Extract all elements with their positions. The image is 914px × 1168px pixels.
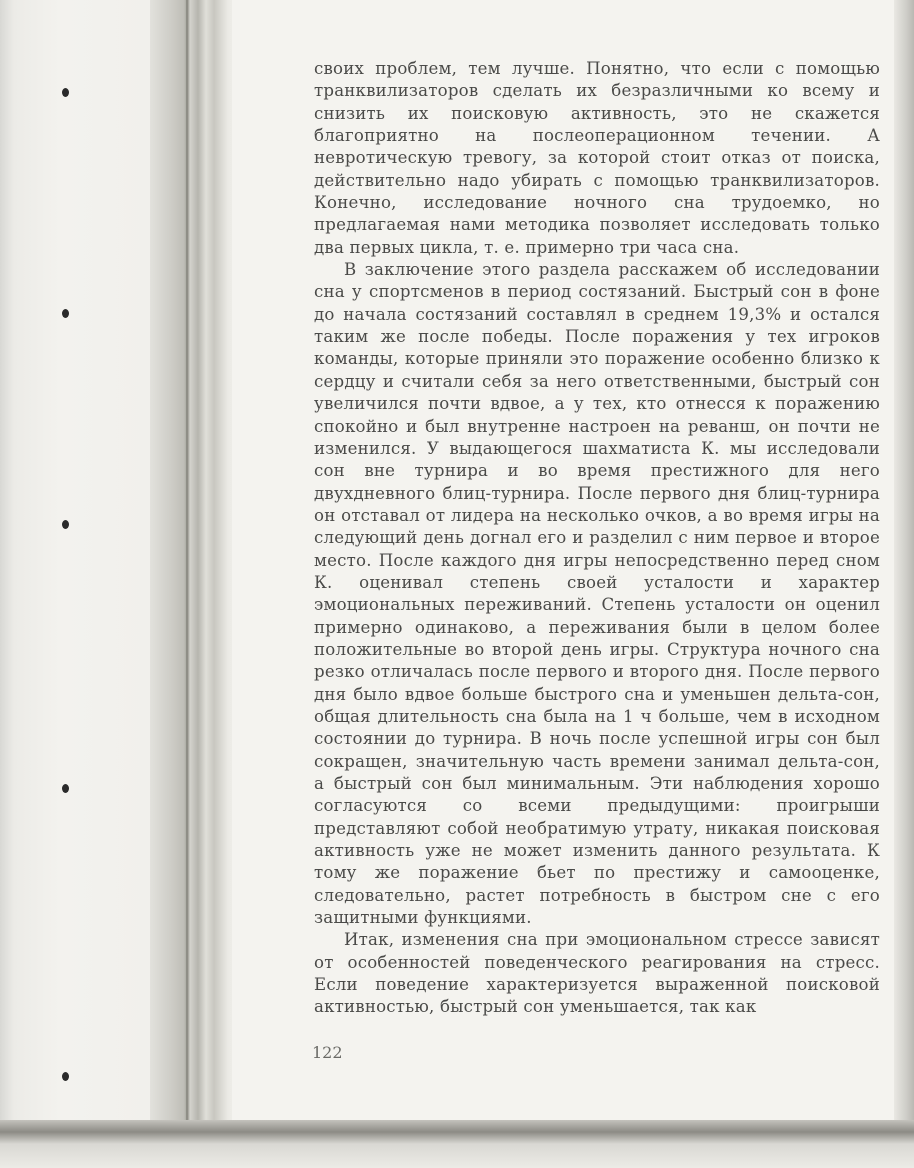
paragraph-summary: Итак, изменения сна при эмоциональном стрессе зависят от особенностей поведенческого реагирования на стресс. Если поведение характеризуется выраженной поисковой активностью, быстрый сон уменьшается, так как xyxy=(314,930,880,1017)
page-number: 122 xyxy=(312,1043,343,1062)
body-text xyxy=(314,58,880,1019)
punch-hole xyxy=(62,520,69,529)
paragraph-continued: своих проблем, тем лучше. Понятно, что если с помощью транквилизаторов сделать их безразличными ко всему и снизить их поисковую активность, это не скажется благоприятно на послеоперационном течении. А невротическую тревогу, за которой стоит отказ от поиска, действительно надо убирать с помощью транквилизаторов. Конечно, исследование ночного сна трудоемко, но предлагаемая нами методика позволяет исследовать только два первых цикла, т. е. примерно три часа сна. xyxy=(314,59,880,257)
punch-hole xyxy=(62,88,69,97)
right-edge-shadow xyxy=(894,0,914,1168)
punch-hole xyxy=(62,784,69,793)
punch-hole xyxy=(62,309,69,318)
paragraph-athletes-sleep: В заключение этого раздела расскажем об исследовании сна у спортсменов в период состязаний. Быстрый сон в фоне до начала состязаний составлял в среднем 19,3% и остался таким же после победы. После поражения у тех игроков команды, которые приняли это поражение особенно близко к сердцу и считали себя за него ответственными, быстрый сон увеличился почти вдвое, а у тех, кто отнесся к поражению спокойно и был внутренне настроен на реванш, он почти не изменился. У выдающегося шахматиста К. мы исследовали сон вне турнира и во время престижного для него двухдневного блиц-турнира. После первого дня блиц-турнира он отставал от лидера на несколько очков, а во время игры на следующий день догнал его и разделил с ним первое и второе место. После каждого дня игры непосредственно перед сном К. оценивал степень своей усталости и характер эмоциональных переживаний. Степень усталости он оценил примерно одинаково, а переживания были в целом более положительные во второй день игры. Структура ночного сна резко отличалась после первого и второго дня. После первого дня было вдвое больше быстрого сна и уменьшен дельта-сон, общая длительность сна была на 1 ч больше, чем в исходном состоянии до турнира. В ночь после успешной игры сон был сокращен, значительную часть времени занимал дельта-сон, а быстрый сон был минимальным. Эти наблюдения хорошо согласуются со всеми предыдущими: проигрыши представляют собой необратимую утрату, никакая поисковая активность уже не может изменить данного результата. К тому же поражение бьет по престижу и самооценке, следовательно, растет потребность в быстром сне с его защитными функциями. xyxy=(314,260,880,928)
punch-hole xyxy=(62,1072,69,1081)
page-stack-edge xyxy=(150,0,240,1125)
bottom-edge-shadow xyxy=(0,1120,914,1168)
